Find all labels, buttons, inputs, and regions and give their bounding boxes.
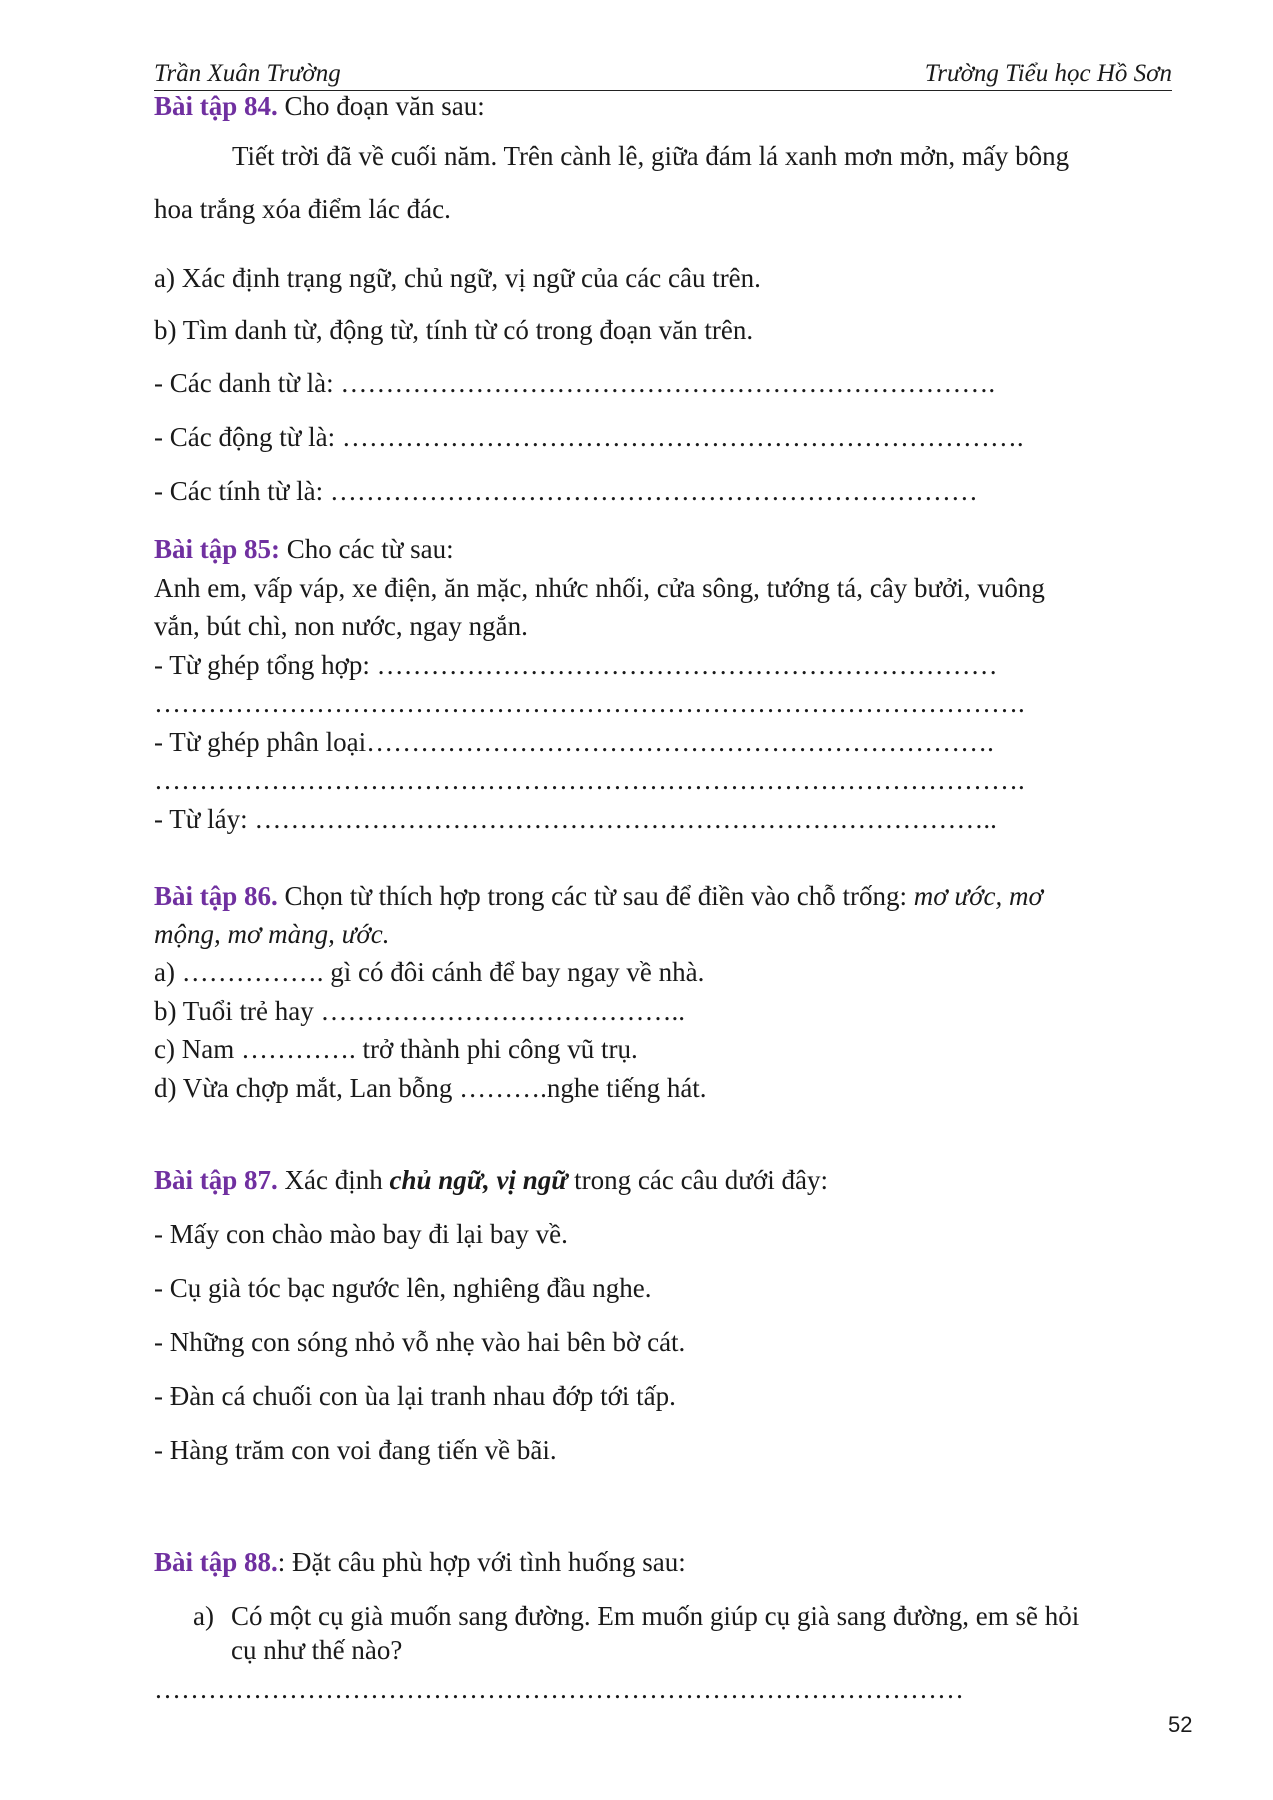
- exercise-88-item-a-marker: a): [193, 1601, 214, 1631]
- exercise-86-heading: [154, 879, 1043, 913]
- exercise-84-nouns: - Các danh từ là: ……………………………………………………………….: [154, 368, 996, 398]
- exercise-88-answer-dots: ………………………………………………………………………………: [154, 1674, 964, 1704]
- exercise-85-words-line2: vắn, bút chì, non nước, ngay ngắn.: [154, 611, 528, 641]
- exercise-87-title-before: Xác định: [277, 1165, 390, 1195]
- exercise-84-passage-line2: hoa trắng xóa điểm lác đác.: [154, 194, 451, 224]
- exercise-87-sentence-2: - Cụ già tóc bạc ngước lên, nghiêng đầu nghe.: [154, 1273, 652, 1303]
- exercise-88-title: : Đặt câu phù hợp với tình huống sau:: [277, 1547, 686, 1577]
- exercise-84-verbs: - Các động từ là: ………………………………………………………………….: [154, 422, 1024, 452]
- exercise-86-item-d: d) Vừa chợp mắt, Lan bỗng ……….nghe tiếng hát.: [154, 1073, 707, 1103]
- exercise-85-heading: [154, 532, 454, 566]
- exercise-86-words-part2: mộng, mơ màng, ước.: [154, 919, 390, 949]
- exercise-84-adjectives: - Các tính từ là: ………………………………………………………………: [154, 476, 978, 506]
- exercise-84-question-b: b) Tìm danh từ, động từ, tính từ có trong đoạn văn trên.: [154, 315, 754, 345]
- exercise-87-sentence-1: - Mấy con chào mào bay đi lại bay về.: [154, 1219, 568, 1249]
- exercise-85-title: Cho các từ sau:: [280, 534, 454, 564]
- exercise-87-title-after: trong các câu dưới đây:: [567, 1165, 828, 1195]
- exercise-86-words-part1: mơ ước, mơ: [913, 881, 1043, 911]
- exercise-88-label: Bài tập 88.: [154, 1547, 278, 1577]
- exercise-85-label: Bài tập 85:: [154, 534, 281, 564]
- header-school: Trường Tiểu học Hồ Sơn: [924, 60, 1172, 87]
- exercise-85-reduplicative: - Từ láy: ………………………………………………………………………..: [154, 804, 997, 834]
- exercise-85-dots-1: …………………………………………………………………………………….: [154, 688, 1025, 718]
- exercise-86-item-a: a) ……………. gì có đôi cánh để bay ngay về nhà.: [154, 957, 705, 987]
- exercise-88-item-a-line1: Có một cụ già muốn sang đường. Em muốn giúp cụ già sang đường, em sẽ hỏi: [231, 1601, 1080, 1631]
- header-author: Trần Xuân Trường: [154, 60, 341, 87]
- exercise-85-compound-classified: - Từ ghép phân loại…………………………………………………………….: [154, 727, 994, 757]
- exercise-85-dots-2: …………………………………………………………………………………….: [154, 765, 1025, 795]
- exercise-84-question-a: a) Xác định trạng ngữ, chủ ngữ, vị ngữ của các câu trên.: [154, 263, 761, 293]
- exercise-88-item-a-line2: cụ như thế nào?: [231, 1635, 403, 1665]
- exercise-87-title-emph: chủ ngữ, vị ngữ: [389, 1165, 568, 1195]
- exercise-84-title: Cho đoạn văn sau:: [277, 91, 485, 121]
- exercise-87-heading: [154, 1163, 828, 1197]
- exercise-84-label: Bài tập 84.: [154, 91, 278, 121]
- page-number: 52: [1168, 1712, 1193, 1737]
- exercise-85-compound-general: - Từ ghép tổng hợp: ……………………………………………………………: [154, 650, 998, 680]
- exercise-86-item-c: c) Nam …………. trở thành phi công vũ trụ.: [154, 1034, 638, 1064]
- exercise-87-sentence-3: - Những con sóng nhỏ vỗ nhẹ vào hai bên bờ cát.: [154, 1327, 686, 1357]
- exercise-87-sentence-5: - Hàng trăm con voi đang tiến về bãi.: [154, 1435, 557, 1465]
- exercise-85-words-line1: Anh em, vấp váp, xe điện, ăn mặc, nhức nhối, cửa sông, tướng tá, cây bưởi, vuông: [154, 573, 1045, 603]
- page-header: [154, 58, 1172, 91]
- exercise-86-label: Bài tập 86.: [154, 881, 278, 911]
- exercise-84-heading: [154, 89, 485, 123]
- exercise-84-passage-line1: Tiết trời đã về cuối năm. Trên cành lê, giữa đám lá xanh mơn mởn, mấy bông: [232, 141, 1070, 171]
- exercise-86-title: Chọn từ thích hợp trong các từ sau để điền vào chỗ trống:: [277, 881, 914, 911]
- exercise-86-item-b: b) Tuổi trẻ hay …………………………………..: [154, 996, 686, 1026]
- exercise-88-heading: [154, 1545, 686, 1579]
- exercise-87-label: Bài tập 87.: [154, 1165, 278, 1195]
- exercise-87-sentence-4: - Đàn cá chuối con ùa lại tranh nhau đớp tới tấp.: [154, 1381, 676, 1411]
